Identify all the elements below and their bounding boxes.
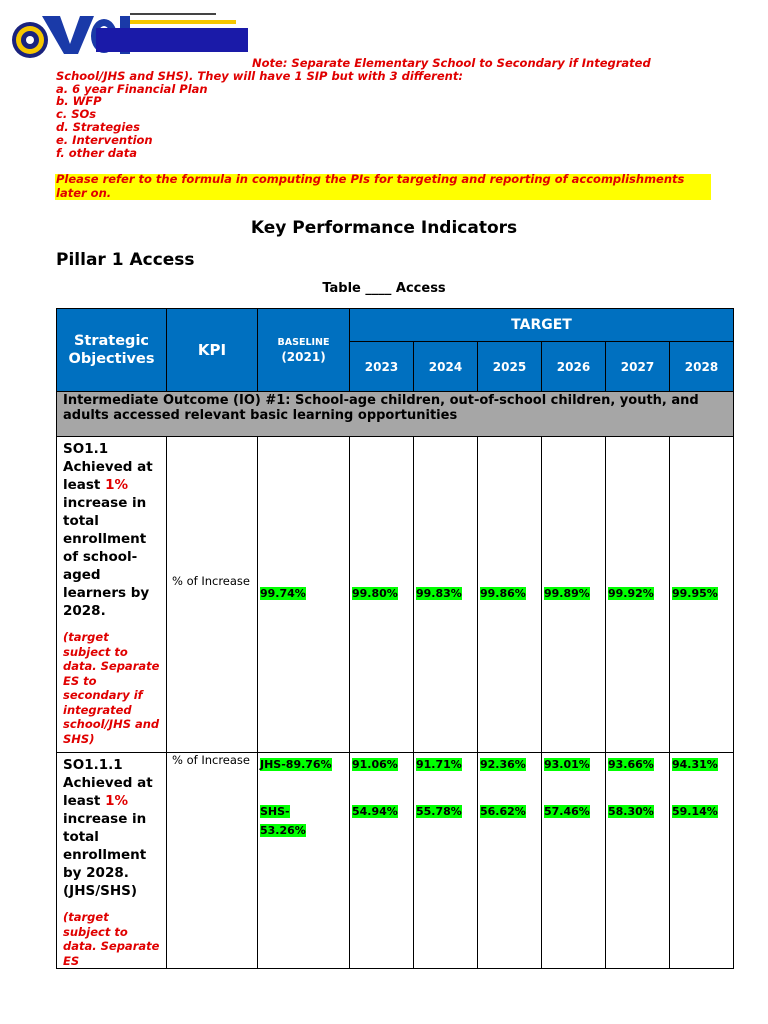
target-cell [606, 753, 670, 969]
intermediate-outcome-row: Intermediate Outcome (IO) #1: School-age children, out-of-school children, youth, and adults accessed relevant basic learning opportunities [57, 392, 734, 437]
note-item: b. WFP [56, 94, 102, 109]
strategic-objective-cell [57, 437, 167, 753]
target-shs: 56.62% [480, 805, 526, 818]
formula-note: Please refer to the formula in computing the PIs for targeting and reporting of accomplishments later on. [56, 172, 685, 200]
target-cell [478, 753, 542, 969]
table-row [57, 437, 734, 753]
kpi-cell: % of Increase [167, 753, 258, 969]
target-cell [414, 437, 478, 753]
target-cell [670, 753, 734, 969]
target-cell [542, 753, 606, 969]
so-text [63, 774, 160, 900]
header-year: 2024 [414, 342, 478, 392]
header-year: 2027 [606, 342, 670, 392]
table-row [57, 753, 734, 969]
so-text-pre: Achieved at least [63, 775, 153, 809]
target-cell [670, 437, 734, 753]
target-jhs: 94.31% [672, 758, 718, 771]
target-cell [542, 437, 606, 753]
target-jhs: 93.66% [608, 758, 654, 771]
target-cell [606, 437, 670, 753]
target-shs: 59.14% [672, 805, 718, 818]
pillar-heading: Pillar 1 Access [56, 250, 195, 270]
baseline-value: 99.74% [260, 587, 306, 600]
target-shs-wrap [416, 800, 475, 819]
header-year: 2025 [478, 342, 542, 392]
target-cell [414, 753, 478, 969]
target-value: 99.95% [672, 587, 718, 600]
header-strategic-objectives: Strategic Objectives [57, 309, 167, 392]
page-title: Key Performance Indicators [250, 218, 518, 238]
header-kpi: KPI [167, 309, 258, 392]
so-percent: 1% [105, 477, 129, 493]
header-target: TARGET [350, 309, 734, 342]
so-text-post: increase in total enrollment by 2028. (JHS/SHS) [63, 811, 147, 899]
note-line-2: School/JHS and SHS). They will have 1 SIP but with 3 different: [56, 68, 463, 83]
target-shs-wrap [480, 800, 539, 819]
note-item: c. SOs [56, 107, 97, 122]
target-jhs: 91.06% [352, 758, 398, 771]
so-text-pre: Achieved at least [63, 459, 153, 493]
so-code: SO1.1.1 [63, 757, 123, 773]
target-shs: 57.46% [544, 805, 590, 818]
baseline-jhs: JHS-89.76% [260, 758, 332, 771]
target-jhs: 91.71% [416, 758, 462, 771]
baseline-shs-wrap [260, 800, 310, 838]
target-value: 99.83% [416, 587, 462, 600]
header-baseline [258, 309, 350, 392]
target-value: 99.86% [480, 587, 526, 600]
so-text-post: increase in total enrollment of school-aged learners by 2028. [63, 495, 150, 619]
baseline-cell [258, 753, 350, 969]
note-item: e. Intervention [56, 132, 153, 147]
target-value: 99.89% [544, 587, 590, 600]
target-shs: 58.30% [608, 805, 654, 818]
header-year: 2023 [350, 342, 414, 392]
header-year: 2026 [542, 342, 606, 392]
so-code: SO1.1 [63, 441, 109, 457]
note-item: a. 6 year Financial Plan [56, 81, 208, 96]
so-text [63, 458, 160, 620]
kpi-table [56, 308, 734, 969]
so-note: (target subject to data. Separate ES [63, 910, 160, 968]
note-item: d. Strategies [56, 119, 140, 134]
baseline-year: (2021) [281, 350, 326, 364]
strategic-objective-cell [57, 753, 167, 969]
note-item: f. other data [56, 145, 138, 160]
target-shs: 54.94% [352, 805, 398, 818]
kpi-cell: % of Increase [167, 437, 258, 753]
so-percent: 1% [105, 793, 129, 809]
target-shs-wrap [544, 800, 603, 819]
note-block [56, 57, 696, 159]
target-shs: 55.78% [416, 805, 462, 818]
so-note: (target subject to data. Separate ES to secondary if integrated school/JHS and SHS) [63, 630, 160, 746]
target-value: 99.80% [352, 587, 398, 600]
target-cell [478, 437, 542, 753]
target-jhs: 93.01% [544, 758, 590, 771]
deped-logo [8, 10, 248, 62]
table-caption: Table ____ Access [322, 281, 446, 296]
target-value: 99.92% [608, 587, 654, 600]
baseline-label: BASELINE [277, 337, 330, 348]
target-jhs: 92.36% [480, 758, 526, 771]
baseline-cell [258, 437, 350, 753]
target-shs-wrap [352, 800, 411, 819]
target-cell [350, 753, 414, 969]
target-shs-wrap [672, 800, 731, 819]
header-year: 2028 [670, 342, 734, 392]
baseline-shs: SHS-53.26% [260, 805, 306, 837]
target-shs-wrap [608, 800, 667, 819]
note-line-1: Note: Separate Elementary School to Secondary if Integrated [252, 56, 651, 70]
target-cell [350, 437, 414, 753]
